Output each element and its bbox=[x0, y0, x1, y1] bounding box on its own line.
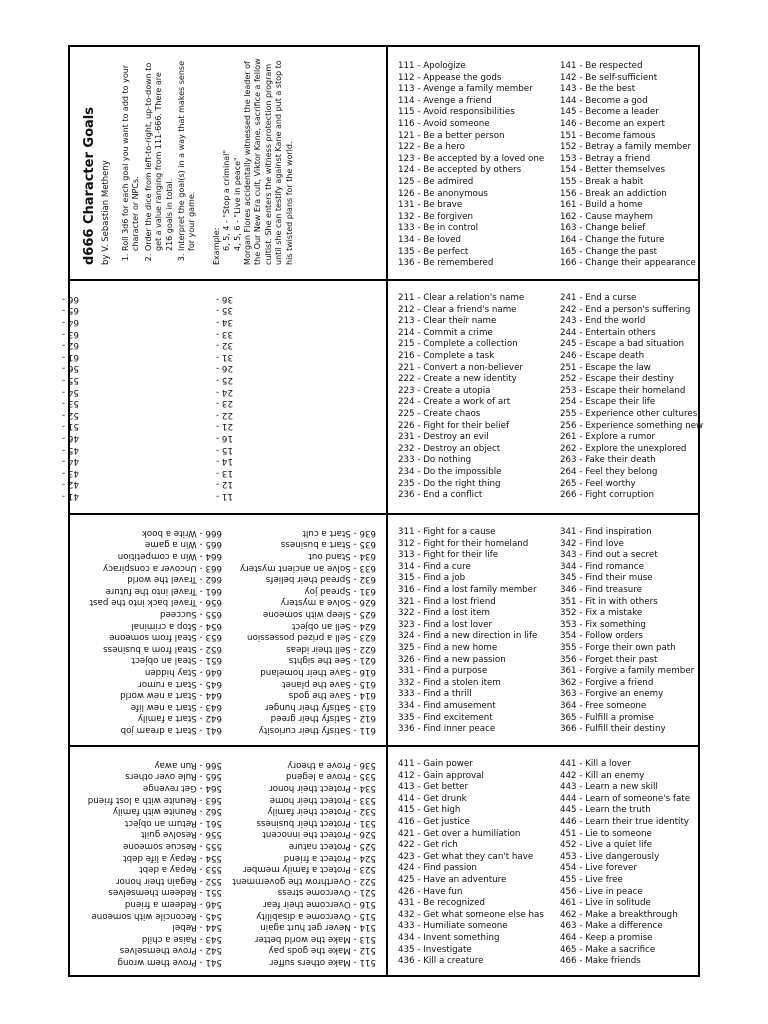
goal-entry: 624 - Sell an object bbox=[291, 620, 376, 631]
goal-entry: 633 - Solve an ancient mystery bbox=[240, 562, 376, 573]
goal-entry: 314 - Find a cure bbox=[398, 561, 471, 572]
goal-entry: 435 - Investigate bbox=[398, 944, 472, 955]
goal-entry: 611 - Satisfy their curiosity bbox=[258, 725, 376, 735]
goal-column bbox=[72, 526, 222, 735]
goal-column bbox=[560, 61, 710, 270]
goal-entry: 214 - Commit a crime bbox=[398, 327, 493, 338]
example-label: Example: bbox=[211, 227, 221, 265]
goal-entry: 522 - Overthrow the government bbox=[232, 875, 376, 886]
goal-entry: 356 - Forget their past bbox=[560, 654, 658, 665]
goal-entry: 526 - Protect the innocent bbox=[262, 829, 376, 840]
stub-entry: 54 - bbox=[62, 386, 79, 397]
goals-panel-300 bbox=[388, 515, 698, 745]
stub-entry: 26 - bbox=[216, 363, 233, 374]
goal-entry: 454 - Live forever bbox=[560, 863, 637, 874]
stub-entry: 25 - bbox=[216, 375, 233, 386]
goal-entry: 542 - Prove themselves bbox=[119, 945, 222, 956]
goal-entry: 635 - Start a business bbox=[280, 539, 376, 550]
goal-entry: 426 - Have fun bbox=[398, 886, 463, 897]
goal-entry: 224 - Create a work of art bbox=[398, 397, 511, 408]
goal-entry: 144 - Become a god bbox=[560, 95, 648, 106]
goal-entry: 645 - Start a rumor bbox=[138, 678, 222, 689]
stub-entry: 65 - bbox=[62, 305, 79, 316]
example-roll: 6, 5, 4 - "Stop a criminal" bbox=[222, 149, 232, 251]
goal-column bbox=[226, 526, 376, 735]
goal-entry: 323 - Find a lost lover bbox=[398, 619, 493, 630]
instruction-step: 1. Roll 3d6 for each goal you want to add to your character or NPCs. bbox=[121, 57, 142, 251]
goal-entry: 451 - Lie to someone bbox=[560, 828, 652, 839]
goal-entry: 121 - Be a better person bbox=[398, 130, 505, 141]
goal-entry: 222 - Create a new identity bbox=[398, 374, 517, 385]
goal-column bbox=[398, 61, 548, 270]
stub-entry: 66 - bbox=[62, 293, 79, 304]
goal-entry: 111 - Apologize bbox=[398, 61, 466, 71]
goal-entry: 622 - Sell their ideas bbox=[286, 643, 376, 654]
goal-entry: 621 - See the sights bbox=[288, 655, 376, 666]
stub-entry: 16 - bbox=[216, 433, 233, 444]
stub-entry: 33 - bbox=[216, 328, 233, 339]
goal-entry: 646 - Stay hidden bbox=[144, 667, 222, 678]
stub-entry: 43 - bbox=[62, 467, 79, 478]
goal-entry: 353 - Fix something bbox=[560, 619, 646, 630]
goal-entry: 436 - Kill a creature bbox=[398, 956, 484, 967]
goal-entry: 523 - Protect a family member bbox=[242, 864, 376, 875]
goal-entry: 136 - Be remembered bbox=[398, 258, 494, 269]
goal-entry: 164 - Change the future bbox=[560, 234, 665, 245]
goal-entry: 364 - Free someone bbox=[560, 700, 647, 711]
goal-entry: 456 - Live in peace bbox=[560, 886, 643, 897]
stub-entry: 64 - bbox=[62, 317, 79, 328]
goal-entry: 616 - Save their homeland bbox=[260, 667, 376, 678]
goal-entry: 345 - Find their muse bbox=[560, 573, 653, 584]
goal-entry: 332 - Find a stolen item bbox=[398, 677, 501, 688]
example-block bbox=[212, 57, 295, 265]
goal-entry: 665 - Win a game bbox=[144, 539, 222, 550]
goal-entry: 663 - Uncover a conspiracy bbox=[103, 562, 222, 573]
stub-entry: 15 - bbox=[216, 444, 233, 455]
goal-entry: 654 - Stop a criminal bbox=[131, 620, 222, 631]
goal-entry: 433 - Humiliate someone bbox=[398, 921, 508, 932]
goal-entry: 256 - Experience something new bbox=[560, 420, 704, 431]
goal-entry: 552 - Regain their honor bbox=[116, 875, 222, 886]
goal-entry: 312 - Fight for their homeland bbox=[398, 538, 529, 549]
goal-entry: 452 - Live a quiet life bbox=[560, 840, 653, 851]
goal-entry: 662 - Travel the world bbox=[127, 574, 222, 585]
goal-entry: 242 - End a person's suffering bbox=[560, 304, 691, 315]
author-byline: by V. Sebastian Metheny bbox=[101, 160, 111, 265]
goal-entry: 455 - Live free bbox=[560, 874, 623, 885]
goal-entry: 233 - Do nothing bbox=[398, 455, 472, 466]
goal-entry: 425 - Have an adventure bbox=[398, 874, 507, 885]
goal-entry: 163 - Change belief bbox=[560, 223, 646, 234]
goal-entry: 316 - Find a lost family member bbox=[398, 584, 537, 595]
goal-entry: 555 - Rescue someone bbox=[123, 841, 222, 852]
goal-entry: 412 - Gain approval bbox=[398, 770, 484, 781]
stub-entry: 32 - bbox=[216, 340, 233, 351]
goal-entry: 643 - Start a new life bbox=[130, 701, 222, 712]
goal-entry: 326 - Find a new passion bbox=[398, 654, 506, 665]
stub-column bbox=[62, 292, 212, 501]
goals-panel-200 bbox=[388, 281, 704, 513]
goal-entry: 213 - Clear their name bbox=[398, 316, 497, 327]
stub-entry: 14 - bbox=[216, 456, 233, 467]
goal-entry: 152 - Betray a family member bbox=[560, 142, 692, 153]
goal-entry: 243 - End the world bbox=[560, 316, 646, 327]
stub-entry: 56 - bbox=[62, 363, 79, 374]
goal-entry: 252 - Escape their destiny bbox=[560, 374, 674, 385]
goal-entry: 325 - Find a new home bbox=[398, 642, 498, 653]
goal-column bbox=[560, 759, 710, 968]
goal-entry: 446 - Learn their true identity bbox=[560, 816, 690, 827]
goal-entry: 626 - Solve a mystery bbox=[280, 597, 376, 608]
goal-entry: 464 - Keep a promise bbox=[560, 932, 653, 943]
goal-entry: 131 - Be brave bbox=[398, 200, 463, 211]
goal-entry: 146 - Become an expert bbox=[560, 118, 665, 129]
goal-entry: 165 - Change the past bbox=[560, 246, 658, 257]
goal-entry: 113 - Avenge a family member bbox=[398, 84, 533, 95]
goal-entry: 264 - Feel they belong bbox=[560, 466, 658, 477]
goal-entry: 632 - Spread their beliefs bbox=[265, 574, 376, 585]
goal-entry: 415 - Get high bbox=[398, 805, 461, 816]
goals-panel-100 bbox=[388, 47, 698, 279]
goal-column bbox=[560, 293, 710, 502]
goal-entry: 362 - Forgive a friend bbox=[560, 677, 654, 688]
goal-entry: 413 - Get better bbox=[398, 782, 469, 793]
goal-entry: 133 - Be in control bbox=[398, 223, 479, 234]
goal-entry: 114 - Avenge a friend bbox=[398, 95, 492, 106]
goals-panel-500 bbox=[70, 747, 386, 975]
goal-entry: 533 - Protect their home bbox=[269, 794, 376, 805]
goal-entry: 636 - Start a cult bbox=[302, 527, 376, 538]
goals-sheet bbox=[62, 45, 704, 977]
goal-column bbox=[398, 293, 548, 502]
goal-entry: 225 - Create chaos bbox=[398, 408, 481, 419]
goal-entry: 652 - Steal from a business bbox=[103, 643, 222, 654]
goal-entry: 546 - Redeem a friend bbox=[124, 899, 222, 910]
goal-entry: 246 - Escape death bbox=[560, 350, 645, 361]
goals-panel-600 bbox=[70, 515, 386, 745]
goal-entry: 615 - Save the planet bbox=[282, 678, 376, 689]
goal-entry: 343 - Find out a secret bbox=[560, 550, 658, 561]
goal-entry: 245 - Escape a bad situation bbox=[560, 339, 684, 350]
goal-entry: 355 - Forge their own path bbox=[560, 642, 676, 653]
goal-entry: 524 - Protect a friend bbox=[283, 852, 376, 863]
goal-entry: 344 - Find romance bbox=[560, 561, 644, 572]
goal-entry: 132 - Be forgiven bbox=[398, 211, 474, 222]
goal-entry: 226 - Fight for their belief bbox=[398, 420, 510, 431]
goal-entry: 442 - Kill an enemy bbox=[560, 770, 645, 781]
goal-entry: 466 - Make friends bbox=[560, 956, 641, 967]
goal-entry: 321 - Find a lost friend bbox=[398, 596, 496, 607]
stub-entry: 31 - bbox=[216, 351, 233, 362]
goal-entry: 514 - Never get hurt again bbox=[260, 922, 376, 933]
goal-entry: 623 - Sell a prized possession bbox=[247, 632, 376, 643]
goal-column bbox=[398, 759, 548, 968]
goal-entry: 431 - Be recognized bbox=[398, 898, 485, 909]
goal-entry: 666 - Write a book bbox=[141, 527, 222, 538]
goal-entry: 366 - Fulfill their destiny bbox=[560, 724, 666, 735]
goal-entry: 613 - Satisfy their hunger bbox=[264, 701, 376, 712]
goal-entry: 115 - Avoid responsibilities bbox=[398, 107, 515, 118]
goal-entry: 416 - Get justice bbox=[398, 816, 470, 827]
goal-entry: 335 - Find excitement bbox=[398, 712, 493, 723]
stub-entry: 12 - bbox=[216, 479, 233, 490]
goal-entry: 365 - Fulfill a promise bbox=[560, 712, 654, 723]
goal-entry: 342 - Find love bbox=[560, 538, 625, 549]
stub-column bbox=[216, 292, 366, 501]
goal-entry: 216 - Complete a task bbox=[398, 350, 495, 361]
goal-entry: 324 - Find a new direction in life bbox=[398, 631, 538, 642]
stub-entry: 45 - bbox=[62, 444, 79, 455]
goal-entry: 563 - Reunite with a lost friend bbox=[87, 794, 222, 805]
goal-entry: 511 - Make others suffer bbox=[269, 957, 376, 967]
goal-entry: 562 - Reunite with family bbox=[112, 806, 222, 817]
goal-entry: 424 - Find passion bbox=[398, 863, 477, 874]
goal-entry: 525 - Protect nature bbox=[288, 841, 376, 852]
goal-entry: 251 - Escape the law bbox=[560, 362, 651, 373]
goal-entry: 352 - Fix a mistake bbox=[560, 608, 643, 619]
stub-entry: 23 - bbox=[216, 398, 233, 409]
goal-entry: 261 - Explore a rumor bbox=[560, 432, 656, 443]
goal-entry: 231 - Destroy an evil bbox=[398, 432, 489, 443]
goal-entry: 235 - Do the right thing bbox=[398, 478, 501, 489]
goal-entry: 532 - Protect their family bbox=[267, 806, 376, 817]
goal-entry: 614 - Save the gods bbox=[288, 690, 376, 701]
stub-entry: 22 - bbox=[216, 409, 233, 420]
goal-entry: 236 - End a conflict bbox=[398, 490, 483, 501]
goal-entry: 126 - Be anonymous bbox=[398, 188, 488, 199]
goal-entry: 535 - Prove a legend bbox=[286, 771, 376, 782]
goal-entry: 223 - Create a utopia bbox=[398, 385, 491, 396]
goal-entry: 162 - Cause mayhem bbox=[560, 211, 654, 222]
example-roll: 4, 5, 6 - "Live in peace" bbox=[232, 157, 242, 251]
goal-entry: 642 - Start a family bbox=[137, 713, 222, 724]
stub-entry: 46 - bbox=[62, 433, 79, 444]
goal-entry: 322 - Find a lost item bbox=[398, 608, 490, 619]
goal-entry: 112 - Appease the gods bbox=[398, 72, 502, 83]
goal-entry: 241 - End a curse bbox=[560, 293, 637, 303]
goal-entry: 135 - Be perfect bbox=[398, 246, 469, 257]
goal-entry: 254 - Escape their life bbox=[560, 397, 656, 408]
goal-entry: 566 - Run away bbox=[154, 759, 222, 770]
goal-entry: 653 - Steal from someone bbox=[109, 632, 222, 643]
goal-entry: 145 - Become a leader bbox=[560, 107, 659, 118]
goal-entry: 655 - Succeed bbox=[159, 609, 222, 620]
goal-entry: 465 - Make a sacrifice bbox=[560, 944, 656, 955]
stub-entry: 13 - bbox=[216, 467, 233, 478]
goal-entry: 313 - Fight for their life bbox=[398, 550, 499, 561]
goal-entry: 463 - Make a difference bbox=[560, 921, 663, 932]
goal-entry: 521 - Overcome stress bbox=[277, 887, 376, 898]
goal-entry: 434 - Invent something bbox=[398, 932, 500, 943]
goal-entry: 212 - Clear a friend's name bbox=[398, 304, 517, 315]
goal-column bbox=[560, 527, 710, 736]
stub-entry: 35 - bbox=[216, 305, 233, 316]
stub-entry: 44 - bbox=[62, 456, 79, 467]
goal-entry: 151 - Become famous bbox=[560, 130, 656, 141]
goal-entry: 536 - Prove a theory bbox=[287, 759, 376, 770]
goal-entry: 534 - Protect their honor bbox=[269, 783, 376, 794]
goal-entry: 516 - Overcome their fear bbox=[263, 899, 376, 910]
goal-entry: 661 - Travel into the future bbox=[105, 585, 222, 596]
goal-entry: 354 - Follow orders bbox=[560, 631, 643, 642]
goal-entry: 651 - Steal an object bbox=[131, 655, 222, 666]
goal-entry: 421 - Get over a humiliation bbox=[398, 828, 521, 839]
goal-entry: 554 - Repay a life debt bbox=[123, 852, 222, 863]
stub-entry: 53 - bbox=[62, 398, 79, 409]
goal-entry: 234 - Do the impossible bbox=[398, 466, 502, 477]
goal-entry: 444 - Learn of someone's fate bbox=[560, 793, 691, 804]
goal-entry: 556 - Resolve guilt bbox=[141, 829, 222, 840]
stub-entry: 36 - bbox=[216, 293, 233, 304]
goal-entry: 656 - Travel back into the past bbox=[89, 597, 222, 608]
stub-entry: 24 - bbox=[216, 386, 233, 397]
goal-entry: 266 - Fight corruption bbox=[560, 490, 654, 501]
instructions-list bbox=[121, 57, 198, 265]
goal-entry: 255 - Experience other cultures bbox=[560, 408, 698, 419]
example-story: Morgan Flores accidentally witnessed the leader of the Our New Era cult, Viktor Kane, sacrifice a fellow cultist. She enters the witness protection program until she can testify against Kane and put a stop to his twisted plans for the world. bbox=[243, 58, 294, 265]
title-panel bbox=[70, 47, 386, 279]
stub-entry: 51 - bbox=[62, 421, 79, 432]
goal-entry: 515 - Overcome a disability bbox=[256, 910, 376, 921]
goal-entry: 156 - Break an addiction bbox=[560, 188, 667, 199]
goal-entry: 512 - Make the gods pay bbox=[268, 945, 376, 956]
goal-entry: 262 - Explore the unexplored bbox=[560, 443, 687, 454]
goal-entry: 631 - Spread joy bbox=[304, 585, 376, 596]
goal-column bbox=[398, 527, 548, 736]
instruction-step: 2. Order the dice from left-to-right, up-to-down to get a value ranging from 111-666. There are 216 goals in total. bbox=[144, 57, 175, 251]
goal-entry: 551 - Redeem themselves bbox=[108, 887, 222, 898]
goal-entry: 641 - Start a dream job bbox=[120, 725, 222, 735]
goal-entry: 453 - Live dangerously bbox=[560, 851, 660, 862]
stub-entry: 11 - bbox=[216, 491, 233, 501]
stub-entry: 61 - bbox=[62, 351, 79, 362]
goal-entry: 221 - Convert a non-believer bbox=[398, 362, 523, 373]
goal-entry: 153 - Betray a friend bbox=[560, 153, 651, 164]
goal-entry: 334 - Find amusement bbox=[398, 700, 496, 711]
goal-entry: 361 - Forgive a family member bbox=[560, 666, 695, 677]
goals-panel-400 bbox=[388, 747, 698, 975]
instruction-step: 3. Interpret the goal(s) in a way that makes sense for your game. bbox=[177, 57, 198, 251]
goal-entry: 441 - Kill a lover bbox=[560, 759, 631, 769]
goal-entry: 414 - Get drunk bbox=[398, 793, 467, 804]
goal-entry: 134 - Be loved bbox=[398, 234, 462, 245]
goal-entry: 432 - Get what someone else has bbox=[398, 909, 544, 920]
stub-entry: 55 - bbox=[62, 375, 79, 386]
goal-entry: 211 - Clear a relation's name bbox=[398, 293, 525, 303]
goal-entry: 124 - Be accepted by others bbox=[398, 165, 522, 176]
goal-entry: 253 - Escape their homeland bbox=[560, 385, 686, 396]
goal-entry: 644 - Start a new world bbox=[120, 690, 222, 701]
goal-entry: 122 - Be a hero bbox=[398, 142, 465, 153]
goal-entry: 564 - Get revenge bbox=[142, 783, 222, 794]
goal-entry: 331 - Find a purpose bbox=[398, 666, 488, 677]
goal-entry: 143 - Be the best bbox=[560, 84, 636, 95]
goal-entry: 333 - Find a thrill bbox=[398, 689, 472, 700]
stub-entry: 34 - bbox=[216, 317, 233, 328]
goal-entry: 363 - Forgive an enemy bbox=[560, 689, 664, 700]
goal-entry: 244 - Entertain others bbox=[560, 327, 656, 338]
goal-entry: 531 - Protect their business bbox=[256, 817, 376, 828]
goal-entry: 161 - Build a home bbox=[560, 200, 643, 211]
goal-entry: 116 - Avoid someone bbox=[398, 118, 490, 129]
goal-entry: 565 - Rule over others bbox=[125, 771, 222, 782]
goal-entry: 625 - Sleep with someone bbox=[262, 609, 376, 620]
goal-entry: 346 - Find treasure bbox=[560, 584, 643, 595]
stub-entry: 52 - bbox=[62, 409, 79, 420]
goal-entry: 543 - Raise a child bbox=[141, 933, 222, 944]
goal-entry: 166 - Change their appearance bbox=[560, 258, 696, 269]
page-title: d666 Character Goals bbox=[82, 107, 97, 265]
goal-entry: 541 - Prove them wrong bbox=[117, 957, 222, 967]
goal-entry: 443 - Learn a new skill bbox=[560, 782, 658, 793]
goal-entry: 315 - Find a job bbox=[398, 573, 466, 584]
goal-entry: 544 - Rebel bbox=[172, 922, 222, 933]
goal-entry: 155 - Break a habit bbox=[560, 176, 644, 187]
goal-entry: 142 - Be self-sufficient bbox=[560, 72, 658, 83]
goal-entry: 311 - Fight for a cause bbox=[398, 527, 496, 537]
goal-entry: 423 - Get what they can't have bbox=[398, 851, 534, 862]
stub-entry: 21 - bbox=[216, 421, 233, 432]
goal-entry: 461 - Live in solitude bbox=[560, 898, 651, 909]
goal-entry: 411 - Gain power bbox=[398, 759, 473, 769]
title-panel-content bbox=[70, 47, 386, 279]
goal-entry: 123 - Be accepted by a loved one bbox=[398, 153, 545, 164]
goal-entry: 263 - Fake their death bbox=[560, 455, 656, 466]
goal-entry: 351 - Fit in with others bbox=[560, 596, 658, 607]
stub-panel bbox=[62, 281, 386, 513]
stub-entry: 63 - bbox=[62, 328, 79, 339]
goal-entry: 141 - Be respected bbox=[560, 61, 643, 71]
goal-column bbox=[72, 758, 222, 967]
goal-entry: 232 - Destroy an object bbox=[398, 443, 501, 454]
goal-entry: 553 - Repay a debt bbox=[139, 864, 222, 875]
goal-entry: 445 - Learn the truth bbox=[560, 805, 651, 816]
goal-entry: 612 - Satisfy their greed bbox=[270, 713, 376, 724]
stub-entry: 62 - bbox=[62, 340, 79, 351]
goal-entry: 561 - Return an object bbox=[124, 817, 222, 828]
goal-entry: 336 - Find inner peace bbox=[398, 724, 496, 735]
goal-entry: 265 - Feel worthy bbox=[560, 478, 636, 489]
goal-entry: 634 - Stand out bbox=[308, 551, 376, 562]
goal-column bbox=[226, 758, 376, 967]
goal-entry: 125 - Be admired bbox=[398, 176, 474, 187]
stub-entry: 42 - bbox=[62, 479, 79, 490]
goal-entry: 462 - Make a breakthrough bbox=[560, 909, 678, 920]
goal-entry: 215 - Complete a collection bbox=[398, 339, 518, 350]
goal-entry: 513 - Make the world better bbox=[254, 933, 376, 944]
goal-entry: 341 - Find inspiration bbox=[560, 527, 652, 537]
goal-entry: 422 - Get rich bbox=[398, 840, 458, 851]
goal-entry: 545 - Reconcile with someone bbox=[91, 910, 222, 921]
goal-entry: 664 - Win a competition bbox=[117, 551, 222, 562]
goal-entry: 154 - Better themselves bbox=[560, 165, 666, 176]
stub-entry: 41 - bbox=[62, 491, 79, 501]
